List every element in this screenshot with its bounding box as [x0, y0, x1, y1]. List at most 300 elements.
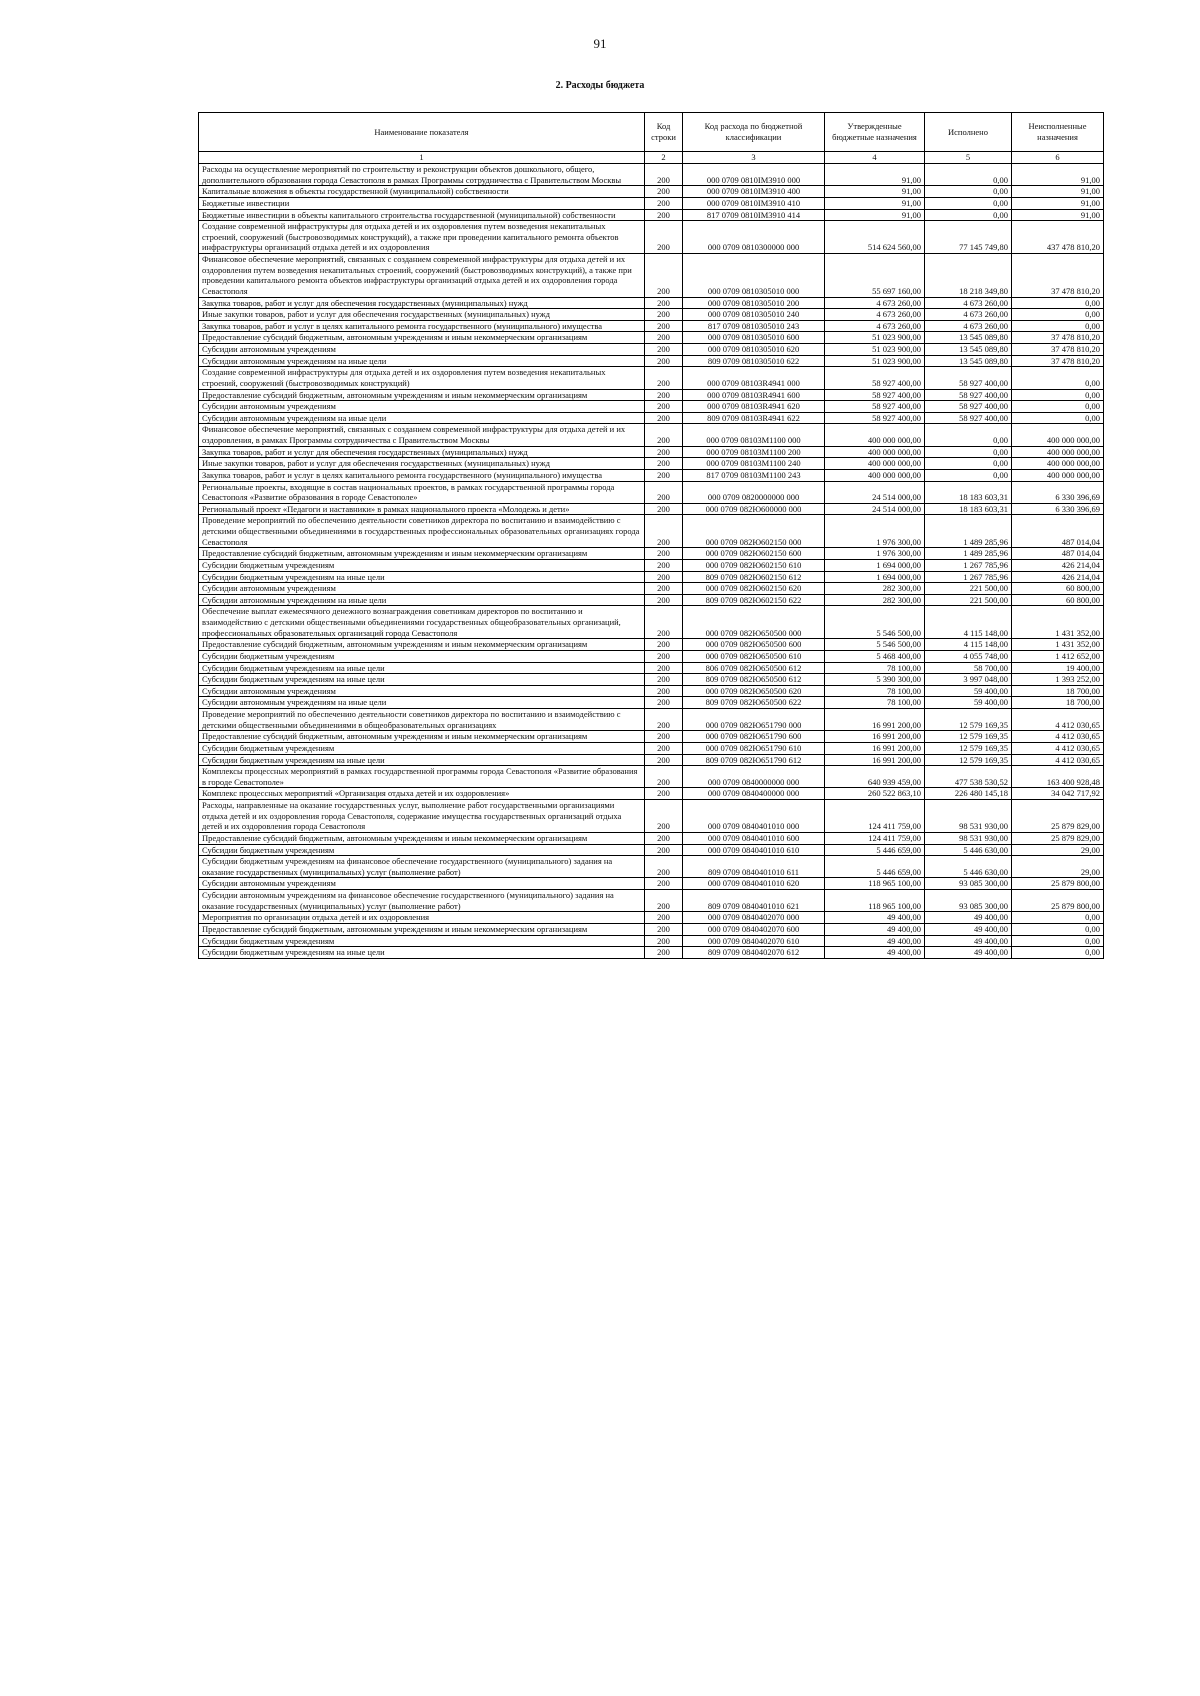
unexecuted-amount: 163 400 928,48	[1012, 766, 1104, 788]
table-row	[199, 320, 1104, 332]
unexecuted-amount: 0,00	[1012, 947, 1104, 959]
row-code: 200	[645, 548, 683, 560]
executed-amount: 0,00	[925, 209, 1012, 221]
unexecuted-amount: 0,00	[1012, 320, 1104, 332]
row-name: Субсидии бюджетным учреждениям на иные цели	[199, 571, 645, 583]
table-row	[199, 766, 1104, 788]
unexecuted-amount: 25 879 829,00	[1012, 800, 1104, 833]
approved-amount: 1 694 000,00	[825, 559, 925, 571]
executed-amount: 98 531 930,00	[925, 800, 1012, 833]
row-code: 200	[645, 754, 683, 766]
row-code: 200	[645, 559, 683, 571]
executed-amount: 4 115 148,00	[925, 606, 1012, 639]
table-row	[199, 709, 1104, 731]
budget-classification-code: 000 0709 082Ю651790 600	[683, 731, 825, 743]
table-row	[199, 401, 1104, 413]
executed-amount: 93 085 300,00	[925, 890, 1012, 912]
unexecuted-amount: 37 478 810,20	[1012, 254, 1104, 298]
row-name: Бюджетные инвестиции	[199, 197, 645, 209]
table-row	[199, 923, 1104, 935]
unexecuted-amount: 19 400,00	[1012, 662, 1104, 674]
executed-amount: 1 267 785,96	[925, 559, 1012, 571]
row-code: 200	[645, 923, 683, 935]
executed-amount: 59 400,00	[925, 697, 1012, 709]
executed-amount: 18 218 349,80	[925, 254, 1012, 298]
unexecuted-amount: 400 000 000,00	[1012, 446, 1104, 458]
table-row	[199, 412, 1104, 424]
approved-amount: 16 991 200,00	[825, 731, 925, 743]
table-row	[199, 800, 1104, 833]
executed-amount: 4 673 260,00	[925, 297, 1012, 309]
row-name: Закупка товаров, работ и услуг для обеспечения государственных (муниципальных) нужд	[199, 297, 645, 309]
row-code: 200	[645, 935, 683, 947]
header-row-code: Код строки	[645, 113, 683, 152]
budget-classification-code: 000 0709 0810305010 600	[683, 332, 825, 344]
row-name: Субсидии бюджетным учреждениям	[199, 650, 645, 662]
executed-amount: 5 446 630,00	[925, 856, 1012, 878]
column-number: 3	[683, 152, 825, 164]
budget-classification-code: 000 0709 0840401010 620	[683, 878, 825, 890]
executed-amount: 3 997 048,00	[925, 674, 1012, 686]
approved-amount: 124 411 759,00	[825, 800, 925, 833]
row-name: Субсидии бюджетным учреждениям на финансовое обеспечение государственного (муниципального) задания на оказание государственных (муниципальных) услуг (выполнение работ)	[199, 856, 645, 878]
column-number: 6	[1012, 152, 1104, 164]
unexecuted-amount: 0,00	[1012, 412, 1104, 424]
table-row	[199, 355, 1104, 367]
column-number-row	[199, 152, 1104, 164]
row-code: 200	[645, 674, 683, 686]
budget-classification-code: 000 0709 08103R4941 000	[683, 367, 825, 389]
row-name: Субсидии автономным учреждениям	[199, 344, 645, 356]
executed-amount: 58 927 400,00	[925, 412, 1012, 424]
approved-amount: 400 000 000,00	[825, 446, 925, 458]
table-row	[199, 890, 1104, 912]
approved-amount: 24 514 000,00	[825, 481, 925, 503]
row-name: Комплексы процессных мероприятий в рамках государственной программы города Севастополя «Развитие образования в городе Севастополе»	[199, 766, 645, 788]
table-row	[199, 221, 1104, 254]
approved-amount: 4 673 260,00	[825, 297, 925, 309]
approved-amount: 1 976 300,00	[825, 515, 925, 548]
row-name: Расходы на осуществление мероприятий по строительству и реконструкции объектов дошкольного, общего, дополнительного образования города Севастополя в рамках Программы сотрудничества с Правительством Москвы	[199, 164, 645, 186]
row-code: 200	[645, 515, 683, 548]
approved-amount: 51 023 900,00	[825, 355, 925, 367]
row-code: 200	[645, 209, 683, 221]
unexecuted-amount: 34 042 717,92	[1012, 788, 1104, 800]
approved-amount: 78 100,00	[825, 685, 925, 697]
header-indicator-name: Наименование показателя	[199, 113, 645, 152]
row-name: Закупка товаров, работ и услуг в целях капитального ремонта государственного (муниципального) имущества	[199, 320, 645, 332]
row-code: 200	[645, 309, 683, 321]
unexecuted-amount: 487 014,04	[1012, 548, 1104, 560]
executed-amount: 98 531 930,00	[925, 832, 1012, 844]
executed-amount: 226 480 145,18	[925, 788, 1012, 800]
table-row	[199, 548, 1104, 560]
row-name: Субсидии автономным учреждениям на иные цели	[199, 594, 645, 606]
row-code: 200	[645, 446, 683, 458]
unexecuted-amount: 4 412 030,65	[1012, 709, 1104, 731]
budget-classification-code: 000 0709 08103R4941 600	[683, 389, 825, 401]
budget-classification-code: 000 0709 0820000000 000	[683, 481, 825, 503]
row-name: Мероприятия по организации отдыха детей и их оздоровления	[199, 912, 645, 924]
budget-classification-code: 000 0709 082Ю650500 610	[683, 650, 825, 662]
row-name: Субсидии бюджетным учреждениям на иные цели	[199, 662, 645, 674]
unexecuted-amount: 91,00	[1012, 164, 1104, 186]
table-row	[199, 309, 1104, 321]
unexecuted-amount: 91,00	[1012, 186, 1104, 198]
row-code: 200	[645, 344, 683, 356]
row-name: Предоставление субсидий бюджетным, автономным учреждениям и иным некоммерческим организациям	[199, 832, 645, 844]
executed-amount: 0,00	[925, 458, 1012, 470]
row-code: 200	[645, 731, 683, 743]
executed-amount: 0,00	[925, 469, 1012, 481]
approved-amount: 16 991 200,00	[825, 742, 925, 754]
table-row	[199, 639, 1104, 651]
approved-amount: 91,00	[825, 186, 925, 198]
row-code: 200	[645, 458, 683, 470]
row-name: Расходы, направленные на оказание государственных услуг, выполнение работ государственными организациями отдыха детей и их оздоровления города Севастополя, содержание имущества государственных организаций отдыха детей и их оздоровления города Севастополя	[199, 800, 645, 833]
executed-amount: 58 927 400,00	[925, 401, 1012, 413]
row-name: Бюджетные инвестиции в объекты капитального строительства государственной (муниципальной) собственности	[199, 209, 645, 221]
table-row	[199, 209, 1104, 221]
budget-classification-code: 000 0709 0840000000 000	[683, 766, 825, 788]
budget-classification-code: 000 0709 0810IM3910 000	[683, 164, 825, 186]
unexecuted-amount: 1 393 252,00	[1012, 674, 1104, 686]
table-row	[199, 469, 1104, 481]
budget-classification-code: 000 0709 0840401010 610	[683, 844, 825, 856]
budget-classification-code: 000 0709 0810305010 620	[683, 344, 825, 356]
row-name: Закупка товаров, работ и услуг в целях капитального ремонта государственного (муниципального) имущества	[199, 469, 645, 481]
executed-amount: 58 927 400,00	[925, 367, 1012, 389]
budget-classification-code: 000 0709 0840402070 600	[683, 923, 825, 935]
table-row	[199, 947, 1104, 959]
budget-expenses-table	[198, 112, 1104, 959]
table-row	[199, 344, 1104, 356]
budget-classification-code: 000 0709 082Ю650500 620	[683, 685, 825, 697]
approved-amount: 24 514 000,00	[825, 503, 925, 515]
approved-amount: 51 023 900,00	[825, 344, 925, 356]
header-budget-code: Код расхода по бюджетной классификации	[683, 113, 825, 152]
budget-classification-code: 000 0709 08103M1100 240	[683, 458, 825, 470]
row-name: Субсидии автономным учреждениям на иные цели	[199, 697, 645, 709]
table-row	[199, 446, 1104, 458]
approved-amount: 4 673 260,00	[825, 320, 925, 332]
budget-classification-code: 000 0709 082Ю602150 600	[683, 548, 825, 560]
approved-amount: 124 411 759,00	[825, 832, 925, 844]
row-code: 200	[645, 788, 683, 800]
row-code: 200	[645, 320, 683, 332]
unexecuted-amount: 1 431 352,00	[1012, 639, 1104, 651]
unexecuted-amount: 60 800,00	[1012, 594, 1104, 606]
table-row	[199, 503, 1104, 515]
budget-classification-code: 809 0709 0840402070 612	[683, 947, 825, 959]
unexecuted-amount: 25 879 800,00	[1012, 890, 1104, 912]
unexecuted-amount: 1 412 652,00	[1012, 650, 1104, 662]
approved-amount: 78 100,00	[825, 697, 925, 709]
unexecuted-amount: 29,00	[1012, 844, 1104, 856]
budget-classification-code: 809 0709 0840401010 621	[683, 890, 825, 912]
row-code: 200	[645, 878, 683, 890]
unexecuted-amount: 18 700,00	[1012, 685, 1104, 697]
executed-amount: 1 489 285,96	[925, 548, 1012, 560]
executed-amount: 1 489 285,96	[925, 515, 1012, 548]
row-code: 200	[645, 332, 683, 344]
approved-amount: 58 927 400,00	[825, 389, 925, 401]
unexecuted-amount: 0,00	[1012, 309, 1104, 321]
budget-classification-code: 817 0709 0810305010 243	[683, 320, 825, 332]
approved-amount: 514 624 560,00	[825, 221, 925, 254]
executed-amount: 12 579 169,35	[925, 754, 1012, 766]
executed-amount: 4 115 148,00	[925, 639, 1012, 651]
header-executed: Исполнено	[925, 113, 1012, 152]
approved-amount: 5 446 659,00	[825, 844, 925, 856]
approved-amount: 282 300,00	[825, 583, 925, 595]
approved-amount: 118 965 100,00	[825, 890, 925, 912]
row-name: Комплекс процессных мероприятий «Организация отдыха детей и их оздоровления»	[199, 788, 645, 800]
table-row	[199, 515, 1104, 548]
approved-amount: 5 546 500,00	[825, 606, 925, 639]
table-row	[199, 583, 1104, 595]
table-row	[199, 731, 1104, 743]
table-row	[199, 164, 1104, 186]
unexecuted-amount: 0,00	[1012, 912, 1104, 924]
row-name: Предоставление субсидий бюджетным, автономным учреждениям и иным некоммерческим организациям	[199, 332, 645, 344]
budget-classification-code: 000 0709 0840401010 000	[683, 800, 825, 833]
table-body	[199, 164, 1104, 959]
executed-amount: 49 400,00	[925, 912, 1012, 924]
budget-classification-code: 809 0709 082Ю651790 612	[683, 754, 825, 766]
budget-classification-code: 809 0709 082Ю650500 612	[683, 674, 825, 686]
row-code: 200	[645, 481, 683, 503]
approved-amount: 400 000 000,00	[825, 469, 925, 481]
unexecuted-amount: 4 412 030,65	[1012, 754, 1104, 766]
row-name: Предоставление субсидий бюджетным, автономным учреждениям и иным некоммерческим организациям	[199, 548, 645, 560]
row-name: Закупка товаров, работ и услуг для обеспечения государственных (муниципальных) нужд	[199, 446, 645, 458]
unexecuted-amount: 37 478 810,20	[1012, 355, 1104, 367]
approved-amount: 91,00	[825, 164, 925, 186]
row-name: Субсидии бюджетным учреждениям на иные цели	[199, 754, 645, 766]
row-code: 200	[645, 947, 683, 959]
budget-classification-code: 000 0709 08103M1100 000	[683, 424, 825, 446]
table-row	[199, 856, 1104, 878]
budget-classification-code: 000 0709 082Ю602150 000	[683, 515, 825, 548]
unexecuted-amount: 6 330 396,69	[1012, 503, 1104, 515]
table-row	[199, 367, 1104, 389]
table-row	[199, 254, 1104, 298]
row-code: 200	[645, 164, 683, 186]
unexecuted-amount: 4 412 030,65	[1012, 742, 1104, 754]
row-code: 200	[645, 297, 683, 309]
row-code: 200	[645, 800, 683, 833]
budget-classification-code: 809 0709 0810305010 622	[683, 355, 825, 367]
unexecuted-amount: 437 478 810,20	[1012, 221, 1104, 254]
table-row	[199, 697, 1104, 709]
row-code: 200	[645, 254, 683, 298]
row-code: 200	[645, 912, 683, 924]
row-code: 200	[645, 583, 683, 595]
approved-amount: 91,00	[825, 209, 925, 221]
table-row	[199, 571, 1104, 583]
approved-amount: 640 939 459,00	[825, 766, 925, 788]
executed-amount: 0,00	[925, 197, 1012, 209]
executed-amount: 13 545 089,80	[925, 355, 1012, 367]
row-code: 200	[645, 662, 683, 674]
row-name: Создание современной инфраструктуры для отдыха детей и их оздоровления путем возведения некапитальных строений, сооружений (быстровозводимых конструкций), а также при проведении капитального ремонта объектов инфраструктуры организаций отдыха детей и их оздоровления	[199, 221, 645, 254]
budget-classification-code: 000 0709 0840400000 000	[683, 788, 825, 800]
executed-amount: 1 267 785,96	[925, 571, 1012, 583]
row-name: Финансовое обеспечение мероприятий, связанных с созданием современной инфраструктуры для отдыха детей и их оздоровления путем возведения некапитальных строений, сооружений (быстровозводимых конструкций), а также при проведении капитального ремонта объектов инфраструктуры организаций отдыха детей и их оздоровления города Севастополя	[199, 254, 645, 298]
executed-amount: 18 183 603,31	[925, 481, 1012, 503]
row-code: 200	[645, 685, 683, 697]
table-row	[199, 297, 1104, 309]
budget-classification-code: 817 0709 08103M1100 243	[683, 469, 825, 481]
row-name: Субсидии автономным учреждениям	[199, 685, 645, 697]
executed-amount: 49 400,00	[925, 935, 1012, 947]
row-code: 200	[645, 186, 683, 198]
executed-amount: 0,00	[925, 186, 1012, 198]
executed-amount: 0,00	[925, 164, 1012, 186]
table-row	[199, 878, 1104, 890]
table-row	[199, 389, 1104, 401]
row-code: 200	[645, 197, 683, 209]
table-row	[199, 594, 1104, 606]
row-name: Субсидии бюджетным учреждениям	[199, 844, 645, 856]
budget-classification-code: 809 0709 082Ю602150 612	[683, 571, 825, 583]
table-row	[199, 742, 1104, 754]
executed-amount: 4 673 260,00	[925, 320, 1012, 332]
row-name: Субсидии бюджетным учреждениям	[199, 742, 645, 754]
unexecuted-amount: 487 014,04	[1012, 515, 1104, 548]
approved-amount: 49 400,00	[825, 935, 925, 947]
executed-amount: 5 446 630,00	[925, 844, 1012, 856]
executed-amount: 49 400,00	[925, 923, 1012, 935]
budget-classification-code: 000 0709 082Ю600000 000	[683, 503, 825, 515]
row-code: 200	[645, 890, 683, 912]
unexecuted-amount: 18 700,00	[1012, 697, 1104, 709]
budget-classification-code: 000 0709 0810305010 000	[683, 254, 825, 298]
row-name: Предоставление субсидий бюджетным, автономным учреждениям и иным некоммерческим организациям	[199, 389, 645, 401]
executed-amount: 93 085 300,00	[925, 878, 1012, 890]
row-code: 200	[645, 571, 683, 583]
approved-amount: 51 023 900,00	[825, 332, 925, 344]
executed-amount: 13 545 089,80	[925, 344, 1012, 356]
row-name: Финансовое обеспечение мероприятий, связанных с созданием современной инфраструктуры для отдыха детей и их оздоровления, в рамках Программы сотрудничества с Правительством Москвы	[199, 424, 645, 446]
table-row	[199, 197, 1104, 209]
executed-amount: 4 673 260,00	[925, 309, 1012, 321]
row-code: 200	[645, 697, 683, 709]
unexecuted-amount: 4 412 030,65	[1012, 731, 1104, 743]
executed-amount: 477 538 530,52	[925, 766, 1012, 788]
row-code: 200	[645, 650, 683, 662]
table-row	[199, 650, 1104, 662]
budget-classification-code: 000 0709 082Ю651790 610	[683, 742, 825, 754]
executed-amount: 58 700,00	[925, 662, 1012, 674]
approved-amount: 55 697 160,00	[825, 254, 925, 298]
row-name: Предоставление субсидий бюджетным, автономным учреждениям и иным некоммерческим организациям	[199, 923, 645, 935]
table-row	[199, 674, 1104, 686]
executed-amount: 77 145 749,80	[925, 221, 1012, 254]
unexecuted-amount: 29,00	[1012, 856, 1104, 878]
approved-amount: 5 446 659,00	[825, 856, 925, 878]
approved-amount: 49 400,00	[825, 912, 925, 924]
budget-classification-code: 000 0709 0810IM3910 400	[683, 186, 825, 198]
unexecuted-amount: 400 000 000,00	[1012, 424, 1104, 446]
row-code: 200	[645, 832, 683, 844]
unexecuted-amount: 60 800,00	[1012, 583, 1104, 595]
row-name: Капитальные вложения в объекты государственной (муниципальной) собственности	[199, 186, 645, 198]
row-code: 200	[645, 844, 683, 856]
row-name: Субсидии автономным учреждениям на финансовое обеспечение государственного (муниципального) задания на оказание государственных (муниципальных) услуг (выполнение работ)	[199, 890, 645, 912]
budget-classification-code: 000 0709 0810305010 200	[683, 297, 825, 309]
table-row	[199, 458, 1104, 470]
budget-classification-code: 809 0709 0840401010 611	[683, 856, 825, 878]
row-code: 200	[645, 221, 683, 254]
table-row	[199, 788, 1104, 800]
approved-amount: 49 400,00	[825, 947, 925, 959]
unexecuted-amount: 25 879 829,00	[1012, 832, 1104, 844]
row-code: 200	[645, 709, 683, 731]
executed-amount: 12 579 169,35	[925, 731, 1012, 743]
column-number: 2	[645, 152, 683, 164]
table-row	[199, 186, 1104, 198]
unexecuted-amount: 426 214,04	[1012, 559, 1104, 571]
row-name: Субсидии автономным учреждениям	[199, 583, 645, 595]
approved-amount: 58 927 400,00	[825, 412, 925, 424]
unexecuted-amount: 37 478 810,20	[1012, 332, 1104, 344]
table-row	[199, 332, 1104, 344]
row-name: Предоставление субсидий бюджетным, автономным учреждениям и иным некоммерческим организациям	[199, 731, 645, 743]
budget-classification-code: 809 0709 082Ю650500 622	[683, 697, 825, 709]
unexecuted-amount: 0,00	[1012, 935, 1104, 947]
executed-amount: 4 055 748,00	[925, 650, 1012, 662]
budget-classification-code: 806 0709 082Ю650500 612	[683, 662, 825, 674]
unexecuted-amount: 91,00	[1012, 197, 1104, 209]
row-name: Субсидии автономным учреждениям на иные цели	[199, 412, 645, 424]
executed-amount: 58 927 400,00	[925, 389, 1012, 401]
row-name: Субсидии бюджетным учреждениям	[199, 559, 645, 571]
approved-amount: 260 522 863,10	[825, 788, 925, 800]
row-code: 200	[645, 389, 683, 401]
table-row	[199, 559, 1104, 571]
budget-classification-code: 000 0709 08103R4941 620	[683, 401, 825, 413]
budget-classification-code: 000 0709 082Ю650500 600	[683, 639, 825, 651]
executed-amount: 12 579 169,35	[925, 742, 1012, 754]
header-unexecuted: Неисполненные назначения	[1012, 113, 1104, 152]
header-approved: Утвержденные бюджетные назначения	[825, 113, 925, 152]
row-code: 200	[645, 742, 683, 754]
row-code: 200	[645, 503, 683, 515]
approved-amount: 118 965 100,00	[825, 878, 925, 890]
budget-classification-code: 000 0709 082Ю602150 610	[683, 559, 825, 571]
executed-amount: 0,00	[925, 446, 1012, 458]
table-header-row	[199, 113, 1104, 152]
executed-amount: 59 400,00	[925, 685, 1012, 697]
row-code: 200	[645, 766, 683, 788]
executed-amount: 0,00	[925, 424, 1012, 446]
budget-classification-code: 817 0709 0810IM3910 414	[683, 209, 825, 221]
row-name: Субсидии автономным учреждениям на иные цели	[199, 355, 645, 367]
approved-amount: 16 991 200,00	[825, 754, 925, 766]
approved-amount: 91,00	[825, 197, 925, 209]
unexecuted-amount: 0,00	[1012, 401, 1104, 413]
approved-amount: 58 927 400,00	[825, 367, 925, 389]
executed-amount: 18 183 603,31	[925, 503, 1012, 515]
unexecuted-amount: 6 330 396,69	[1012, 481, 1104, 503]
row-code: 200	[645, 469, 683, 481]
table-row	[199, 481, 1104, 503]
approved-amount: 4 673 260,00	[825, 309, 925, 321]
row-name: Субсидии бюджетным учреждениям на иные цели	[199, 947, 645, 959]
budget-classification-code: 000 0709 08103M1100 200	[683, 446, 825, 458]
